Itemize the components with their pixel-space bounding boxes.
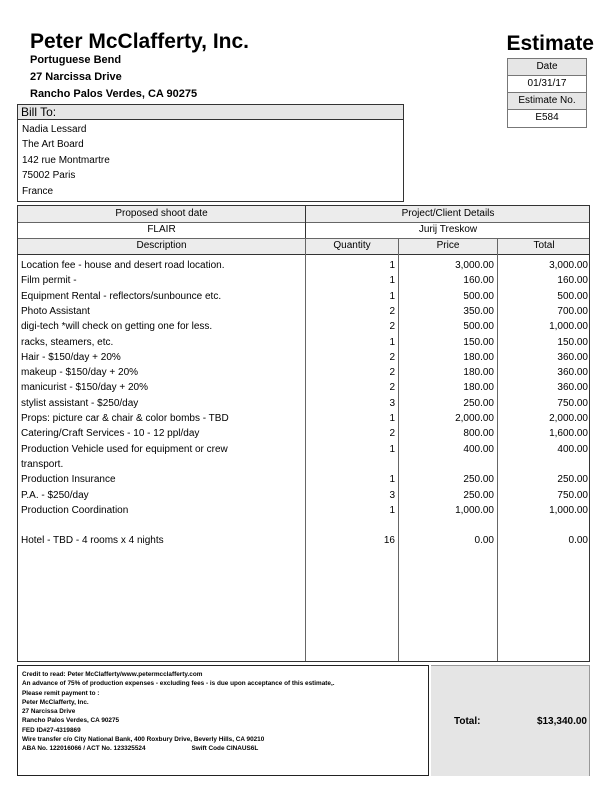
date-value: 01/31/17 <box>508 76 586 93</box>
item-description: Catering/Craft Services - 10 - 12 ppl/day <box>21 428 200 440</box>
item-quantity: 2 <box>389 321 395 333</box>
item-price: 180.00 <box>463 382 494 394</box>
item-price: 3,000.00 <box>455 260 494 271</box>
item-total: 360.00 <box>557 382 588 394</box>
notes-line: 27 Narcissa Drive <box>22 708 76 716</box>
item-description: Production Vehicle used for equipment or crew <box>21 443 228 455</box>
item-description: Equipment Rental - reflectors/sunbounce etc. <box>21 290 222 302</box>
column-header-description: Description <box>136 240 187 251</box>
item-total: 1,000.00 <box>549 321 588 333</box>
item-quantity: 1 <box>389 474 395 486</box>
item-total: 250.00 <box>557 474 588 486</box>
item-price: 250.00 <box>463 474 494 486</box>
item-description: P.A. - $250/day <box>21 489 89 501</box>
item-total: 1,000.00 <box>549 504 588 516</box>
bill-to-line: Nadia Lessard <box>22 124 87 135</box>
total-box <box>431 665 590 776</box>
item-price: 160.00 <box>463 275 494 287</box>
bill-to-box <box>17 104 404 202</box>
divider <box>18 254 589 255</box>
item-quantity: 2 <box>389 351 395 363</box>
item-quantity: 1 <box>389 443 395 455</box>
item-quantity: 1 <box>389 275 395 287</box>
column-header-quantity: Quantity <box>333 240 371 251</box>
company-address-line-1: Portuguese Bend <box>30 54 122 66</box>
item-price: 250.00 <box>463 489 494 501</box>
document-title: Estimate <box>506 32 594 55</box>
item-total: 3,000.00 <box>549 260 588 271</box>
item-quantity: 1 <box>389 336 395 348</box>
item-price: 1,000.00 <box>455 504 494 516</box>
item-quantity: 2 <box>389 305 395 317</box>
item-description: Photo Assistant <box>21 305 90 317</box>
shoot-date-value: FLAIR <box>147 224 176 235</box>
swift-code: Swift Code CINAUS6L <box>191 745 259 753</box>
company-name: Peter McClafferty, Inc. <box>30 30 250 53</box>
bill-to-line: 142 rue Montmartre <box>22 154 110 166</box>
item-price: 500.00 <box>463 321 494 333</box>
item-price: 350.00 <box>463 305 494 317</box>
item-description: manicurist - $150/day + 20% <box>21 382 149 394</box>
item-quantity: 1 <box>389 290 395 302</box>
item-total: 500.00 <box>557 290 588 302</box>
total-label: Total: <box>454 716 481 727</box>
notes-bank-line <box>22 744 428 753</box>
item-quantity: 1 <box>389 260 395 271</box>
item-quantity: 2 <box>389 428 395 440</box>
date-label: Date <box>508 59 586 76</box>
bill-to-line: 75002 Paris <box>22 170 76 182</box>
item-description: Hair - $150/day + 20% <box>21 351 121 363</box>
item-description: Production Insurance <box>21 474 116 486</box>
item-description: makeup - $150/day + 20% <box>21 367 139 379</box>
bill-to-label: Bill To: <box>18 105 403 120</box>
notes-line: FED ID#27-4319869 <box>22 726 81 734</box>
payment-notes-box <box>17 665 429 776</box>
item-description: Film permit - <box>21 275 77 287</box>
item-quantity: 1 <box>389 504 395 516</box>
column-header-price: Price <box>436 240 460 251</box>
item-total: 1,600.00 <box>549 428 588 440</box>
notes-line: Wire transfer c/o City National Bank, 400 Roxbury Drive, Beverly Hills, CA 90210 <box>22 736 265 744</box>
item-total: 160.00 <box>557 275 588 287</box>
item-price: 150.00 <box>463 336 494 348</box>
item-description: stylist assistant - $250/day <box>21 397 139 409</box>
item-description: racks, steamers, etc. <box>21 336 114 348</box>
project-details-label: Project/Client Details <box>401 208 495 219</box>
estimate-number-value: E584 <box>535 112 559 123</box>
shoot-date-label: Proposed shoot date <box>115 208 208 219</box>
item-price: 800.00 <box>463 428 494 440</box>
item-price: 500.00 <box>463 290 494 302</box>
item-total: 750.00 <box>557 397 588 409</box>
project-details-value: Jurij Treskow <box>418 224 478 235</box>
bill-to-line: France <box>22 185 54 197</box>
item-total: 700.00 <box>557 305 588 317</box>
item-quantity: 2 <box>389 382 395 394</box>
item-total: 360.00 <box>557 367 588 379</box>
item-description: Production Coordination <box>21 504 129 516</box>
notes-line: Credit to read: Peter McClafferty/www.petermcclafferty.com <box>22 671 203 678</box>
item-total: 400.00 <box>557 443 588 455</box>
item-quantity: 3 <box>389 397 395 409</box>
item-total: 360.00 <box>557 351 588 363</box>
item-total: 2,000.00 <box>549 413 588 424</box>
item-total: 0.00 <box>568 535 588 547</box>
company-address-line-2: 27 Narcissa Drive <box>30 71 122 83</box>
item-quantity: 3 <box>389 489 395 501</box>
bill-to-line: The Art Board <box>22 139 84 151</box>
notes-line: Rancho Palos Verdes, CA 90275 <box>22 717 120 725</box>
aba-number: ABA No. 122016066 / ACT No. 123325524 <box>22 745 146 753</box>
item-quantity: 16 <box>383 535 395 547</box>
item-quantity: 1 <box>389 413 395 424</box>
notes-line: Please remit payment to : <box>22 689 100 697</box>
item-total: 150.00 <box>557 336 588 348</box>
total-value: $13,340.00 <box>536 716 587 727</box>
item-price: 180.00 <box>463 351 494 363</box>
item-price: 0.00 <box>474 535 494 547</box>
item-description: Hotel - TBD - 4 rooms x 4 nights <box>21 535 164 547</box>
item-description: digi-tech *will check on getting one for less. <box>21 321 213 333</box>
item-total: 750.00 <box>557 489 588 501</box>
item-description: Location fee - house and desert road location. <box>21 260 225 271</box>
item-price: 250.00 <box>463 397 494 409</box>
item-description: transport. <box>21 458 64 470</box>
item-description: Props: picture car & chair & color bombs - TBD <box>21 413 229 424</box>
notes-line: Peter McClafferty, Inc. <box>22 698 89 706</box>
item-price: 400.00 <box>463 443 494 455</box>
estimate-number-label: Estimate No. <box>508 93 586 110</box>
item-quantity: 2 <box>389 367 395 379</box>
item-price: 2,000.00 <box>455 413 494 424</box>
item-price: 180.00 <box>463 367 494 379</box>
estimate-meta-box <box>507 58 587 128</box>
line-items-table <box>17 205 590 662</box>
column-header-total: Total <box>533 240 555 251</box>
notes-line: An advance of 75% of production expenses - excluding fees - is due upon acceptance of this estimate,. <box>22 680 335 688</box>
company-address-line-3: Rancho Palos Verdes, CA 90275 <box>30 88 198 100</box>
